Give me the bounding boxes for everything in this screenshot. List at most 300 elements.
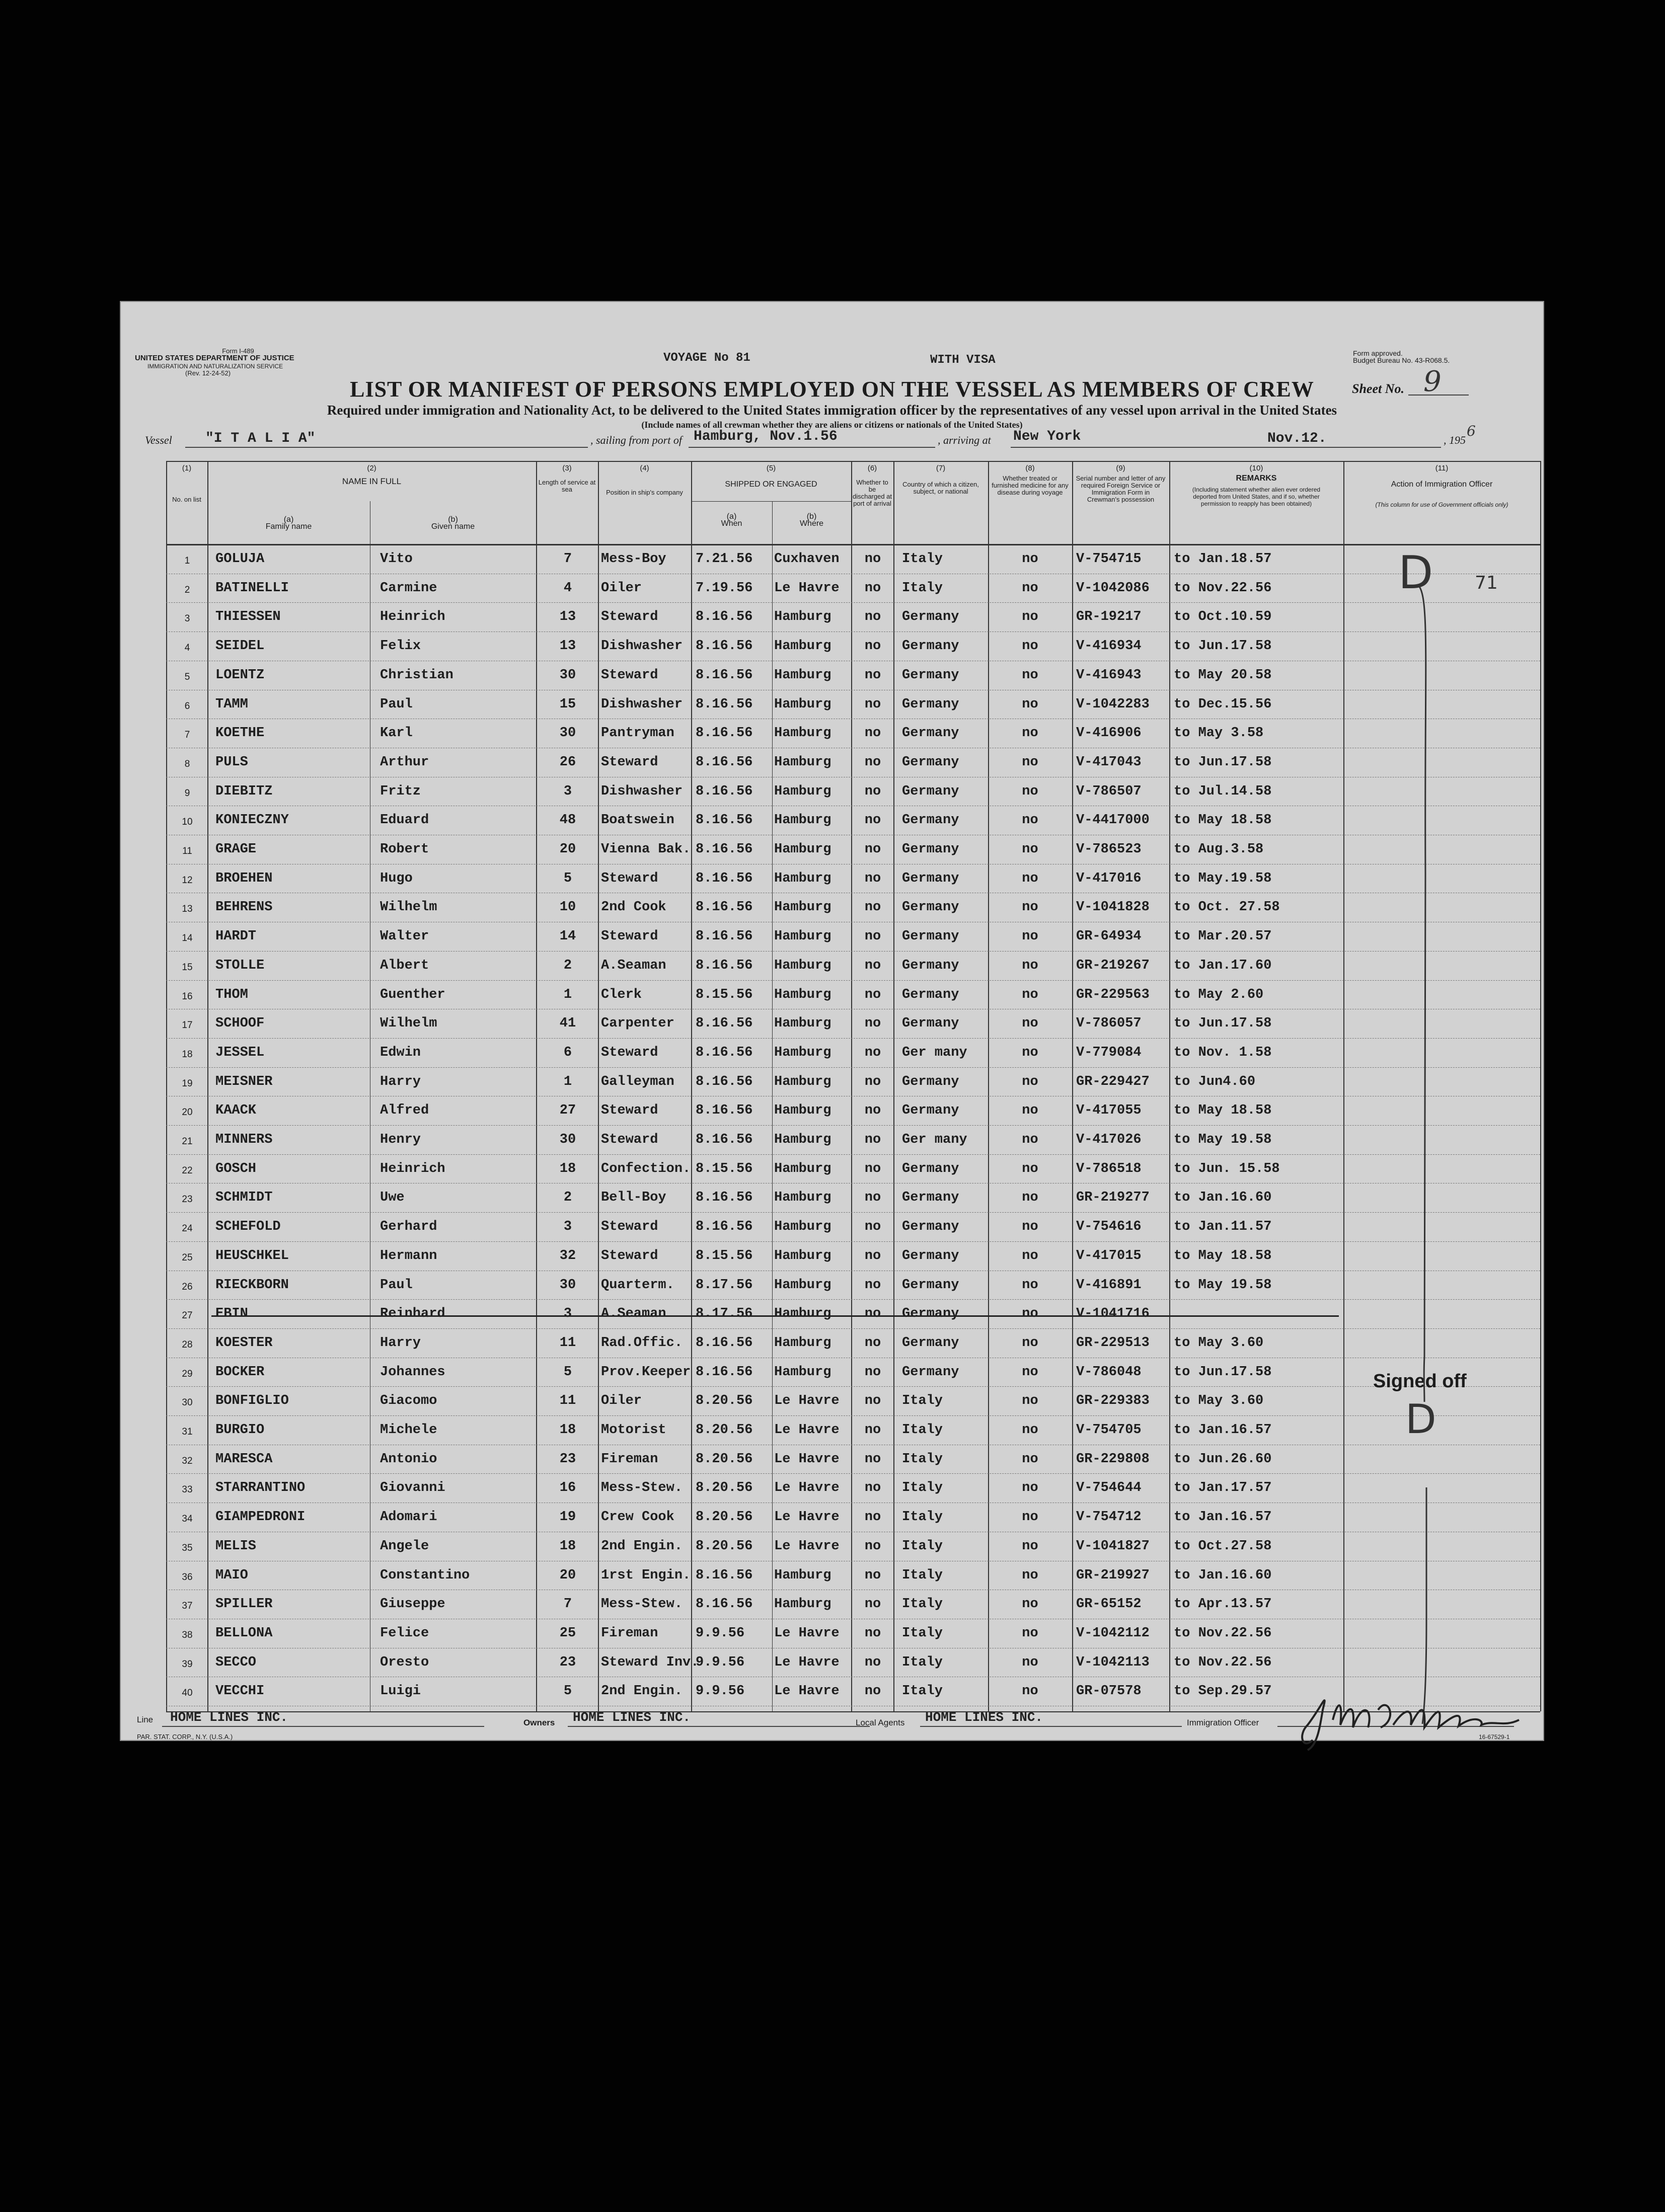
cell-family: GIAMPEDRONI (215, 1510, 306, 1525)
col-line-6 (893, 461, 894, 1711)
row-number: 32 (182, 1455, 193, 1466)
cell-given: Eduard (380, 813, 429, 828)
cell-given: Albert (380, 958, 429, 973)
cell-country: Germany (902, 1103, 959, 1119)
cell-remarks: to Dec.15.56 (1174, 696, 1272, 712)
cell-len: 5 (563, 1684, 572, 1699)
cell-len: 18 (559, 1538, 576, 1554)
cell-pos: Steward (601, 929, 658, 944)
cell-serial: V-416934 (1076, 639, 1142, 654)
cell-remarks: to May 20.58 (1174, 667, 1272, 683)
cell-dis: no (864, 1510, 881, 1525)
cell-family: BONFIGLIO (215, 1393, 289, 1409)
cell-med: no (1022, 958, 1038, 973)
cell-len: 32 (559, 1248, 576, 1263)
cell-where: Hamburg (774, 639, 831, 654)
cell-when: 8.16.56 (696, 1132, 753, 1147)
officer-signature (1293, 1680, 1534, 1755)
cell-pos: Steward (601, 1132, 658, 1147)
col7-header: Country of which a citizen, subject, or national (902, 481, 979, 495)
cell-pos: Clerk (601, 987, 642, 1002)
cell-pos: Motorist (601, 1423, 666, 1438)
table-header-rule (166, 544, 1540, 545)
cell-pos: Rad.Offic. (601, 1335, 683, 1351)
row-number: 27 (182, 1310, 193, 1321)
cell-len: 10 (559, 900, 576, 915)
cell-len: 30 (559, 667, 576, 683)
col5b-header: (b) Where (799, 512, 824, 528)
cell-dis: no (864, 871, 881, 886)
cell-given: Antonio (380, 1451, 437, 1467)
cell-pos: Carpenter (601, 1016, 674, 1032)
row-number: 37 (182, 1601, 193, 1612)
form-number: Form I-489 (222, 347, 254, 355)
cell-pos: Confection. (601, 1161, 691, 1176)
cell-pos: Quarterm. (601, 1277, 674, 1293)
cell-dis: no (864, 1306, 881, 1322)
cell-given: Felice (380, 1625, 429, 1641)
cell-given: Karl (380, 726, 413, 741)
approval-line1: Form approved. (1353, 349, 1403, 357)
cell-len: 30 (559, 1132, 576, 1147)
cell-serial: V-754644 (1076, 1480, 1142, 1496)
cell-given: Heinrich (380, 609, 445, 625)
cell-serial: V-1041716 (1076, 1306, 1150, 1322)
cell-med: no (1022, 783, 1038, 799)
cell-dis: no (864, 667, 881, 683)
cell-country: Germany (902, 639, 959, 654)
cell-dis: no (864, 1074, 881, 1089)
cell-country: Ger many (902, 1132, 967, 1147)
arrival-port: New York (1013, 429, 1081, 444)
cell-country: Italy (902, 1510, 943, 1525)
cell-med: no (1022, 1364, 1038, 1380)
cell-when: 8.16.56 (696, 1190, 753, 1206)
cell-where: Hamburg (774, 1277, 831, 1293)
cell-family: MEISNER (215, 1074, 273, 1089)
cell-where: Le Havre (774, 1654, 840, 1670)
cell-country: Germany (902, 783, 959, 799)
cell-remarks: to Oct.27.58 (1174, 1538, 1272, 1554)
cell-family: STOLLE (215, 958, 265, 973)
cell-when: 7.21.56 (696, 551, 753, 567)
cell-remarks: to May 18.58 (1174, 1103, 1272, 1119)
cell-where: Hamburg (774, 987, 831, 1002)
cell-given: Luigi (380, 1684, 421, 1699)
col-line-1 (207, 461, 208, 1711)
cell-serial: V-1042112 (1076, 1625, 1150, 1641)
cell-dis: no (864, 929, 881, 944)
cell-country: Germany (902, 754, 959, 770)
cell-dis: no (864, 1654, 881, 1670)
col10-number: (10) (1249, 464, 1263, 472)
cell-family: GOSCH (215, 1161, 257, 1176)
cell-country: Germany (902, 958, 959, 973)
cell-serial: GR-64934 (1076, 929, 1142, 944)
crew-table (166, 461, 1540, 1719)
row-rule (166, 1067, 1540, 1068)
margin-number: 71 (1475, 573, 1498, 593)
row-rule (166, 1473, 1540, 1474)
cell-med: no (1022, 1423, 1038, 1438)
cell-dis: no (864, 580, 881, 596)
cell-where: Le Havre (774, 580, 840, 596)
cell-len: 14 (559, 929, 576, 944)
cell-serial: V-786507 (1076, 783, 1142, 799)
cell-family: STARRANTINO (215, 1480, 306, 1496)
cell-pos: Steward (601, 754, 658, 770)
approval-line2: Budget Bureau No. 43-R068.5. (1353, 356, 1450, 364)
cell-when: 8.16.56 (696, 1597, 753, 1612)
cell-pos: Steward (601, 1045, 658, 1060)
cell-when: 8.15.56 (696, 1248, 753, 1263)
cell-remarks: to May 19.58 (1174, 1277, 1272, 1293)
cell-when: 8.20.56 (696, 1451, 753, 1467)
cell-dis: no (864, 1132, 881, 1147)
row-rule (166, 980, 1540, 981)
sheet-label: Sheet No. (1352, 381, 1404, 396)
cell-given: Arthur (380, 754, 429, 770)
cell-where: Le Havre (774, 1480, 840, 1496)
cell-len: 2 (563, 958, 572, 973)
cell-family: THOM (215, 987, 248, 1002)
cell-given: Giacomo (380, 1393, 437, 1409)
cell-family: BURGIO (215, 1423, 265, 1438)
row-number: 26 (182, 1281, 193, 1292)
row-rule (166, 1386, 1540, 1387)
cell-pos: Pantryman (601, 726, 674, 741)
cell-remarks: to Jun.17.58 (1174, 1364, 1272, 1380)
cell-med: no (1022, 1480, 1038, 1496)
cell-family: MAIO (215, 1567, 248, 1583)
cell-med: no (1022, 1335, 1038, 1351)
cell-where: Hamburg (774, 958, 831, 973)
cell-given: Henry (380, 1132, 421, 1147)
cell-when: 8.16.56 (696, 1567, 753, 1583)
cell-country: Germany (902, 1364, 959, 1380)
cell-med: no (1022, 842, 1038, 857)
cell-serial: GR-229563 (1076, 987, 1150, 1002)
row-number: 30 (182, 1397, 193, 1408)
row-rule (166, 631, 1540, 632)
voyage-number: VOYAGE No 81 (663, 351, 750, 365)
col-line-8 (1072, 461, 1073, 1711)
cell-pos: A.Seaman (601, 958, 666, 973)
cell-pos: Steward (601, 1103, 658, 1119)
cell-serial: V-417015 (1076, 1248, 1142, 1263)
cell-med: no (1022, 1597, 1038, 1612)
cell-family: KOESTER (215, 1335, 273, 1351)
cell-country: Italy (902, 1684, 943, 1699)
cell-remarks: to Jun.17.58 (1174, 639, 1272, 654)
cell-when: 8.20.56 (696, 1480, 753, 1496)
cell-dis: no (864, 958, 881, 973)
cell-serial: V-754715 (1076, 551, 1142, 567)
cell-dis: no (864, 1190, 881, 1206)
cell-len: 25 (559, 1625, 576, 1641)
cell-len: 11 (559, 1335, 576, 1351)
cell-country: Italy (902, 1451, 943, 1467)
cell-med: no (1022, 871, 1038, 886)
include-note: (Include names of all crewman whether they are aliens or citizens or nationals of the United States) (641, 420, 1023, 430)
cell-family: GRAGE (215, 842, 257, 857)
cell-family: KOETHE (215, 726, 265, 741)
cell-pos: Oiler (601, 1393, 642, 1409)
cell-country: Germany (902, 813, 959, 828)
cell-family: HEUSCHKEL (215, 1248, 289, 1263)
cell-remarks: to May 18.58 (1174, 1248, 1272, 1263)
cell-family: GOLUJA (215, 551, 265, 567)
row-number: 17 (182, 1020, 193, 1031)
cell-country: Germany (902, 1161, 959, 1176)
cell-given: Carmine (380, 580, 437, 596)
cell-where: Hamburg (774, 1074, 831, 1089)
cell-pos: 2nd Cook (601, 900, 666, 915)
col-line-11 (1540, 461, 1541, 1711)
cell-med: no (1022, 754, 1038, 770)
cell-remarks: to Jun. 15.58 (1174, 1161, 1280, 1176)
cell-len: 20 (559, 842, 576, 857)
col8-number: (8) (1025, 464, 1035, 472)
cell-med: no (1022, 900, 1038, 915)
cell-med: no (1022, 1277, 1038, 1293)
cell-len: 13 (559, 609, 576, 625)
row-rule (166, 951, 1540, 952)
cell-given: Constantino (380, 1567, 470, 1583)
row-rule (166, 602, 1540, 603)
cell-where: Hamburg (774, 1190, 831, 1206)
cell-when: 9.9.56 (696, 1684, 745, 1699)
cell-dis: no (864, 1597, 881, 1612)
col-line-5ab (772, 501, 773, 1711)
cell-where: Le Havre (774, 1538, 840, 1554)
cell-pos: Steward (601, 1248, 658, 1263)
cell-serial: V-786048 (1076, 1364, 1142, 1380)
cell-pos: Steward (601, 871, 658, 886)
cell-len: 23 (559, 1451, 576, 1467)
cell-med: no (1022, 1451, 1038, 1467)
cell-pos: Fireman (601, 1451, 658, 1467)
cell-serial: V-416891 (1076, 1277, 1142, 1293)
cell-family: JESSEL (215, 1045, 265, 1060)
row-number: 29 (182, 1368, 193, 1379)
cell-country: Germany (902, 609, 959, 625)
col5-number: (5) (766, 464, 776, 472)
cell-remarks: to Jan.17.57 (1174, 1480, 1272, 1496)
col2b-header: (b) Given name (431, 515, 475, 531)
cell-where: Hamburg (774, 1364, 831, 1380)
row-number: 40 (182, 1688, 193, 1699)
cell-family: RIECKBORN (215, 1277, 289, 1293)
cell-country: Italy (902, 1423, 943, 1438)
cell-country: Germany (902, 696, 959, 712)
cell-dis: no (864, 900, 881, 915)
cell-serial: V-1041828 (1076, 900, 1150, 915)
vessel-label: Vessel (145, 434, 172, 446)
cell-med: no (1022, 1190, 1038, 1206)
col-line-4 (691, 461, 692, 1711)
cell-country: Italy (902, 1625, 943, 1641)
cell-serial: V-417026 (1076, 1132, 1142, 1147)
col9-header: Serial number and letter of any required Foreign Service or Immigration Form in Crewman's possession (1076, 475, 1166, 503)
cell-med: no (1022, 580, 1038, 596)
cell-given: Hugo (380, 871, 413, 886)
cell-len: 1 (563, 987, 572, 1002)
cell-remarks: to Jan.17.60 (1174, 958, 1272, 973)
cell-serial: V-779084 (1076, 1045, 1142, 1060)
action-bracket-line (1409, 572, 1440, 1729)
sailing-underline (689, 447, 935, 448)
cell-family: LOENTZ (215, 667, 265, 683)
col4-header: Position in ship's company (606, 489, 683, 496)
cell-len: 48 (559, 813, 576, 828)
cell-med: no (1022, 1219, 1038, 1235)
cell-dis: no (864, 1045, 881, 1060)
action-mark-top: D (1398, 546, 1433, 599)
cell-med: no (1022, 551, 1038, 567)
cell-country: Germany (902, 871, 959, 886)
cell-pos: Bell-Boy (601, 1190, 666, 1206)
cell-when: 8.16.56 (696, 1074, 753, 1089)
col3-header: Length of service at sea (538, 479, 596, 493)
col11-number: (11) (1435, 464, 1449, 472)
cell-where: Hamburg (774, 783, 831, 799)
cell-serial: V-416906 (1076, 726, 1142, 741)
cell-given: Hermann (380, 1248, 437, 1263)
cell-pos: Crew Cook (601, 1510, 674, 1525)
cell-len: 19 (559, 1510, 576, 1525)
cell-pos: Prov.Keeper (601, 1364, 691, 1380)
cell-serial: GR-219927 (1076, 1567, 1150, 1583)
col2a-header: (a) Family name (265, 515, 312, 531)
cell-where: Le Havre (774, 1684, 840, 1699)
arriving-label: , arriving at (938, 434, 991, 446)
cell-when: 8.16.56 (696, 783, 753, 799)
cell-pos: Steward (601, 667, 658, 683)
cell-len: 7 (563, 551, 572, 567)
cell-where: Hamburg (774, 1597, 831, 1612)
cell-remarks: to May.19.58 (1174, 871, 1272, 886)
cell-dis: no (864, 609, 881, 625)
cell-serial: V-1041827 (1076, 1538, 1150, 1554)
cell-med: no (1022, 1306, 1038, 1322)
cell-med: no (1022, 1393, 1038, 1409)
cell-country: Italy (902, 1393, 943, 1409)
cell-family: BROEHEN (215, 871, 273, 886)
cell-when: 8.16.56 (696, 1364, 753, 1380)
cell-remarks: to Jul.14.58 (1174, 783, 1272, 799)
row-number: 36 (182, 1571, 193, 1583)
cell-len: 4 (563, 580, 572, 596)
cell-med: no (1022, 1654, 1038, 1670)
cell-given: Johannes (380, 1364, 445, 1380)
cell-serial: GR-229513 (1076, 1335, 1150, 1351)
cell-serial: V-417043 (1076, 754, 1142, 770)
cell-where: Hamburg (774, 1132, 831, 1147)
cell-pos: Galleyman (601, 1074, 674, 1089)
sheet-number: 9 (1423, 365, 1442, 398)
cell-serial: GR-219277 (1076, 1190, 1150, 1206)
cell-country: Germany (902, 726, 959, 741)
agency-line1: UNITED STATES DEPARTMENT OF JUSTICE (135, 354, 294, 362)
row-number: 6 (184, 700, 190, 712)
cell-len: 18 (559, 1161, 576, 1176)
cell-dis: no (864, 813, 881, 828)
cell-where: Hamburg (774, 1567, 831, 1583)
cell-given: Walter (380, 929, 429, 944)
row-rule (166, 1241, 1540, 1242)
cell-family: SPILLER (215, 1597, 273, 1612)
cell-where: Hamburg (774, 900, 831, 915)
col2-number: (2) (367, 464, 376, 472)
col-line-2 (536, 461, 537, 1711)
cell-med: no (1022, 696, 1038, 712)
cell-serial: V-754712 (1076, 1510, 1142, 1525)
subtitle: Required under immigration and Nationality Act, to be delivered to the United States immigration officer by the representatives of any vessel upon arrival in the United States (327, 403, 1337, 418)
cell-given: Robert (380, 842, 429, 857)
cell-given: Christian (380, 667, 453, 683)
cell-when: 8.16.56 (696, 1016, 753, 1032)
cell-family: SECCO (215, 1654, 257, 1670)
cell-len: 27 (559, 1103, 576, 1119)
col-line-0 (166, 461, 167, 1711)
cell-med: no (1022, 609, 1038, 625)
printer-line: PAR. STAT. CORP., N.Y. (U.S.A.) (137, 1733, 233, 1741)
row-rule (166, 1212, 1540, 1213)
cell-serial: V-4417000 (1076, 813, 1150, 828)
cell-when: 8.20.56 (696, 1393, 753, 1409)
cell-where: Hamburg (774, 1045, 831, 1060)
vessel-name: "I T A L I A" (205, 431, 316, 446)
cell-serial: V-1042283 (1076, 696, 1150, 712)
col2-header: NAME IN FULL (342, 477, 402, 486)
cell-family: BOCKER (215, 1364, 265, 1380)
cell-when: 7.19.56 (696, 580, 753, 596)
cell-where: Le Havre (774, 1393, 840, 1409)
cell-where: Hamburg (774, 1016, 831, 1032)
row-number: 8 (184, 758, 190, 769)
cell-remarks: to Nov.22.56 (1174, 1654, 1272, 1670)
cell-serial: V-786057 (1076, 1016, 1142, 1032)
line-label: Line (137, 1715, 154, 1724)
cell-family: MINNERS (215, 1132, 273, 1147)
cell-given: Reinhard (380, 1306, 445, 1322)
cell-dis: no (864, 1684, 881, 1699)
cell-given: Wilhelm (380, 1016, 437, 1032)
owners-underline (568, 1726, 870, 1727)
col11-subheader: (This column for use of Government officials only) (1375, 501, 1508, 508)
cell-country: Italy (902, 1567, 943, 1583)
cell-when: 8.20.56 (696, 1510, 753, 1525)
cell-country: Ger many (902, 1045, 967, 1060)
cell-med: no (1022, 1132, 1038, 1147)
cell-when: 8.15.56 (696, 1161, 753, 1176)
officer-label: Immigration Officer (1187, 1718, 1259, 1727)
cell-pos: Dishwasher (601, 783, 683, 799)
cell-dis: no (864, 1567, 881, 1583)
cell-given: Wilhelm (380, 900, 437, 915)
cell-len: 16 (559, 1480, 576, 1496)
cell-med: no (1022, 1625, 1038, 1641)
strike-through-line (211, 1315, 1339, 1317)
cell-len: 5 (563, 1364, 572, 1380)
cell-dis: no (864, 1248, 881, 1263)
cell-remarks: to Jun4.60 (1174, 1074, 1256, 1089)
line-underline (162, 1726, 484, 1727)
cell-med: no (1022, 639, 1038, 654)
cell-len: 2 (563, 1190, 572, 1206)
col-line-9 (1169, 461, 1170, 1711)
